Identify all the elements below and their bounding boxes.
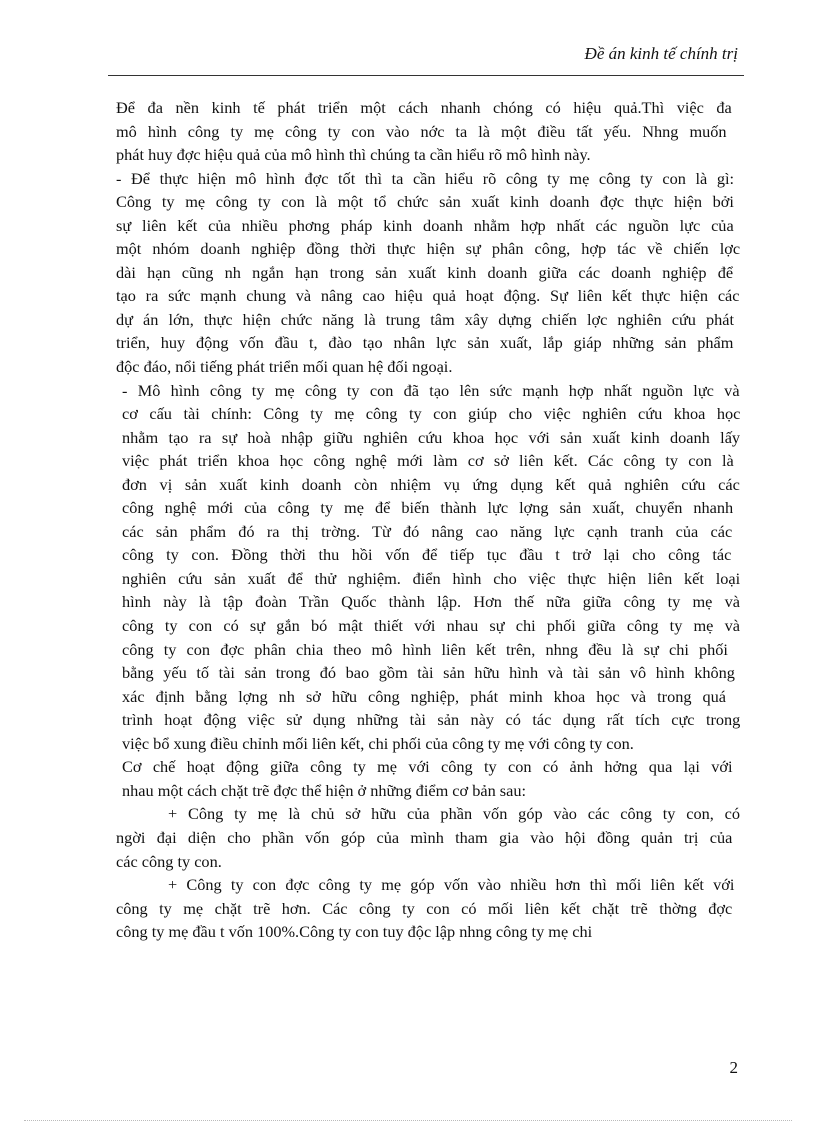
- page-bottom-divider: [24, 1120, 792, 1121]
- text-line: một nhóm doanh nghiệp đồng thời thực hiện sự phân công, hợp tác về chiến lợc: [116, 239, 741, 259]
- text-line: công ty con có sự gắn bó mật thiết với nhau sự chi phối giữa công ty mẹ và: [122, 616, 740, 636]
- text-line: dài hạn cũng nh ngắn hạn trong sản xuất kinh doanh giữa các doanh nghiệp để: [116, 262, 734, 282]
- text-line: trình hoạt động việc sử dụng những tài sản này có tác dụng rất tích cực trong: [122, 710, 741, 730]
- text-line: sự liên kết của nhiều phơng pháp kinh doanh nhằm hợp nhất các nguồn lực của: [116, 215, 734, 235]
- text-line: xác định bằng lợng nh sở hữu công nghiệp, phát minh khoa học và trong quá: [122, 686, 727, 706]
- text-line: cơ cấu tài chính: Công ty mẹ công ty con giúp cho việc nghiên cứu khoa học: [122, 404, 741, 424]
- text-line: các công ty con.: [116, 851, 222, 871]
- text-line: đơn vị sản xuất kinh doanh còn nhiệm vụ ứng dụng kết quả nghiên cứu các: [122, 474, 740, 494]
- text-line: nhằm tạo ra sự hoà nhập giữu nghiên cứu khoa học với sản xuất kinh doanh lấy: [122, 427, 741, 447]
- text-line: các sản phẩm đó ra thị trờng. Từ đó nâng cao năng lực cạnh tranh của các: [122, 521, 733, 541]
- text-line: nhau một cách chặt trẽ đợc thể hiện ở những điểm cơ bản sau:: [122, 780, 527, 800]
- text-line: triển, huy động vốn đầu t, đào tạo nhân lực sản xuất, lắp giáp những sản phẩm: [116, 333, 734, 353]
- text-line: độc đáo, nổi tiếng phát triển mối quan hệ đối ngoại.: [116, 357, 453, 377]
- text-line: Công ty mẹ công ty con là một tổ chức sản xuất kinh doanh đợc thực hiện bởi: [116, 192, 734, 212]
- text-line: công nghệ mới của công ty mẹ để biến thành lực lợng sản xuất, chuyển nhanh: [122, 498, 734, 518]
- text-line: ngời đại diện cho phần vốn góp của mình tham gia vào hội đồng quản trị của: [116, 827, 733, 847]
- text-line: nghiên cứu sản xuất để thử nghiệm. điển hình cho việc thực hiện liên kết loại: [122, 568, 741, 588]
- text-line: dự án lớn, thực hiện chức năng là trung tâm xây dựng chiến lợc nghiên cứu phát: [116, 309, 735, 329]
- text-line: - Để thực hiện mô hình đợc tốt thì ta cần hiểu rõ công ty mẹ công ty con là gì:: [116, 168, 735, 188]
- text-line: công ty con. Đồng thời thu hồi vốn để tiếp tục đầu t trở lại cho công tác: [122, 545, 732, 565]
- text-line: + Công ty mẹ là chủ sở hữu của phần vốn góp vào các công ty con, có: [168, 804, 741, 824]
- text-line: Để đa nền kinh tế phát triển một cách nhanh chóng có hiệu quả.Thì việc đa: [116, 98, 732, 117]
- body-text: [116, 96, 740, 944]
- text-line: công ty con đợc phân chia theo mô hình liên kết trên, nhng đều là sự chi phối: [122, 639, 728, 659]
- text-line: hình này là tập đoàn Trần Quốc thành lập. Hơn thế nữa giữa công ty mẹ và: [122, 592, 741, 612]
- text-line: việc bổ xung điều chỉnh mối liên kết, chi phối của công ty mẹ với công ty con.: [122, 733, 634, 753]
- text-line: việc phát triển khoa học công nghệ mới làm cơ sở liên kết. Các công ty con là: [122, 451, 734, 471]
- text-line: - Mô hình công ty mẹ công ty con đã tạo lên sức mạnh hợp nhất nguồn lực và: [122, 380, 740, 400]
- text-line: công ty mẹ đầu t vốn 100%.Công ty con tuy độc lập nhng công ty mẹ chi: [116, 922, 593, 942]
- text-line: bằng yếu tố tài sản trong đó bao gồm tài sản hữu hình và tài sản vô hình không: [122, 663, 735, 683]
- text-line: mô hình công ty mẹ công ty con vào nớc ta là một điều tất yếu. Nhng muốn: [116, 121, 727, 141]
- text-line: công ty mẹ chặt trẽ hơn. Các công ty con có mối liên kết chặt trẽ thờng đợc: [116, 898, 733, 918]
- text-line: + Công ty con đợc công ty mẹ góp vốn vào nhiều hơn thì mối liên kết với: [168, 875, 735, 895]
- text-line: phát huy đợc hiệu quả của mô hình thì chúng ta cần hiểu rõ mô hình này.: [116, 145, 591, 165]
- text-line: tạo ra sức mạnh chung và nâng cao hiệu quả hoạt động. Sự liên kết thực hiện các: [116, 286, 740, 306]
- running-header: Đề án kinh tế chính trị: [584, 44, 738, 63]
- header-divider: [108, 75, 744, 76]
- page-number: 2: [729, 1058, 738, 1077]
- text-line: Cơ chế hoạt động giữa công ty mẹ với công ty con có ảnh hởng qua lại với: [122, 757, 733, 777]
